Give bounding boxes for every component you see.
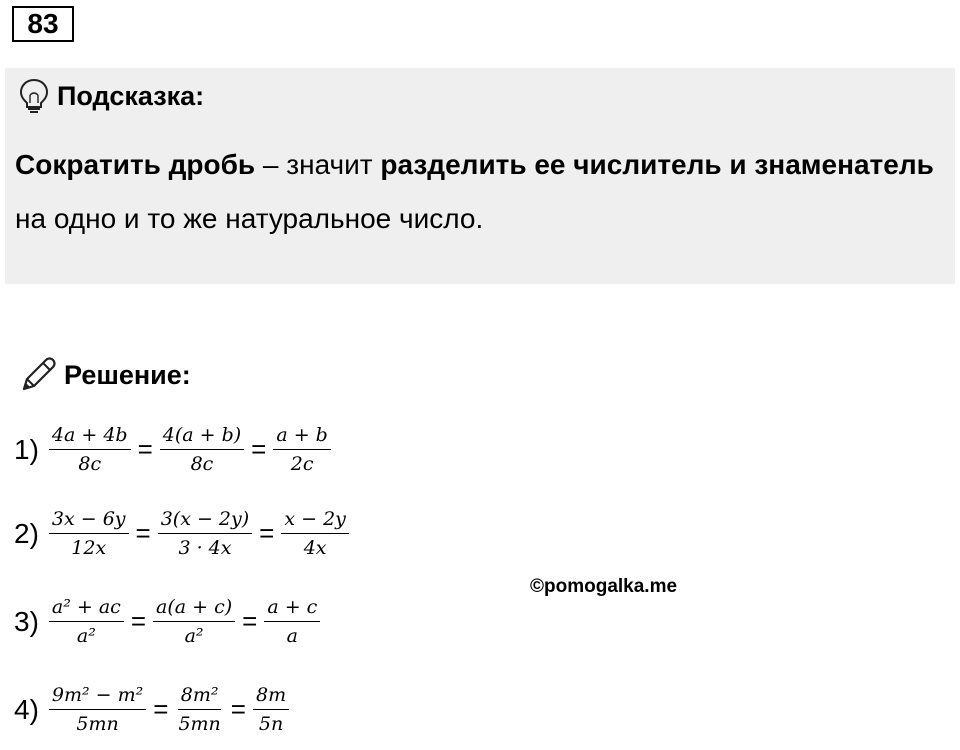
fraction: [49, 508, 129, 559]
row-label: 1): [14, 433, 39, 465]
equals-sign: =: [130, 606, 147, 636]
numerator: a(a + c): [153, 596, 235, 622]
fraction: [49, 424, 131, 475]
equals-sign: =: [137, 434, 153, 464]
solution-title-text: Решение:: [64, 359, 191, 390]
hint-bold-2: разделить ее числитель и знаменатель: [380, 149, 934, 180]
denominator: a²: [184, 625, 204, 647]
denominator: 2c: [290, 453, 314, 475]
row-label: 4): [14, 693, 39, 725]
row-label: 2): [14, 517, 39, 549]
fraction: [175, 684, 223, 735]
fraction: [264, 596, 320, 647]
numerator: a² + ac: [49, 596, 124, 622]
denominator: 8c: [78, 453, 102, 475]
hint-title: [19, 78, 204, 114]
lightbulb-icon: [19, 78, 49, 114]
numerator: 8m²: [178, 684, 222, 710]
watermark: ©pomogalka.me: [530, 576, 678, 597]
numerator: 3x − 6y: [49, 508, 129, 534]
fraction: [160, 424, 244, 475]
equals-sign: =: [230, 694, 246, 724]
hint-box: [5, 68, 955, 284]
fraction: [49, 684, 146, 735]
equals-sign: =: [135, 518, 151, 548]
fraction: [253, 684, 289, 735]
equals-sign: =: [242, 606, 258, 636]
solution-row-1: [14, 424, 335, 475]
fraction: [49, 596, 124, 647]
denominator: 4x: [303, 537, 327, 559]
solution-row-2: [14, 508, 353, 559]
hint-text: [15, 138, 935, 246]
denominator: 12x: [71, 537, 107, 559]
numerator: 4(a + b): [160, 424, 244, 450]
fraction: [281, 508, 349, 559]
task-number: 83: [12, 6, 74, 42]
equals-sign: =: [259, 518, 275, 548]
numerator: 8m: [253, 684, 289, 710]
hint-title-text: Подсказка:: [57, 80, 205, 111]
denominator: 5n: [258, 713, 284, 735]
equals-sign: =: [153, 694, 169, 724]
numerator: 9m² − m²: [49, 684, 146, 710]
pencil-icon: [18, 355, 58, 395]
denominator: 3 · 4x: [178, 537, 232, 559]
denominator: a: [286, 625, 298, 647]
numerator: x − 2y: [281, 508, 349, 534]
denominator: 8c: [190, 453, 214, 475]
hint-normal-2: на одно и то же натуральное число.: [15, 203, 484, 234]
numerator: a + c: [264, 596, 320, 622]
solution-row-4: [14, 684, 293, 735]
denominator: a²: [76, 625, 96, 647]
row-label: 3): [14, 605, 39, 637]
numerator: a + b: [273, 424, 331, 450]
solution-row-3: [14, 596, 324, 647]
numerator: 4a + 4b: [49, 424, 131, 450]
fraction: [158, 508, 252, 559]
solution-title: [18, 355, 191, 395]
fraction: [273, 424, 331, 475]
hint-normal-1: – значит: [255, 149, 381, 180]
denominator: 5mn: [76, 713, 119, 735]
denominator: 5mn: [178, 713, 221, 735]
fraction: [153, 596, 235, 647]
equals-sign: =: [251, 434, 267, 464]
numerator: 3(x − 2y): [158, 508, 252, 534]
hint-bold-1: Сократить дробь: [15, 149, 256, 180]
